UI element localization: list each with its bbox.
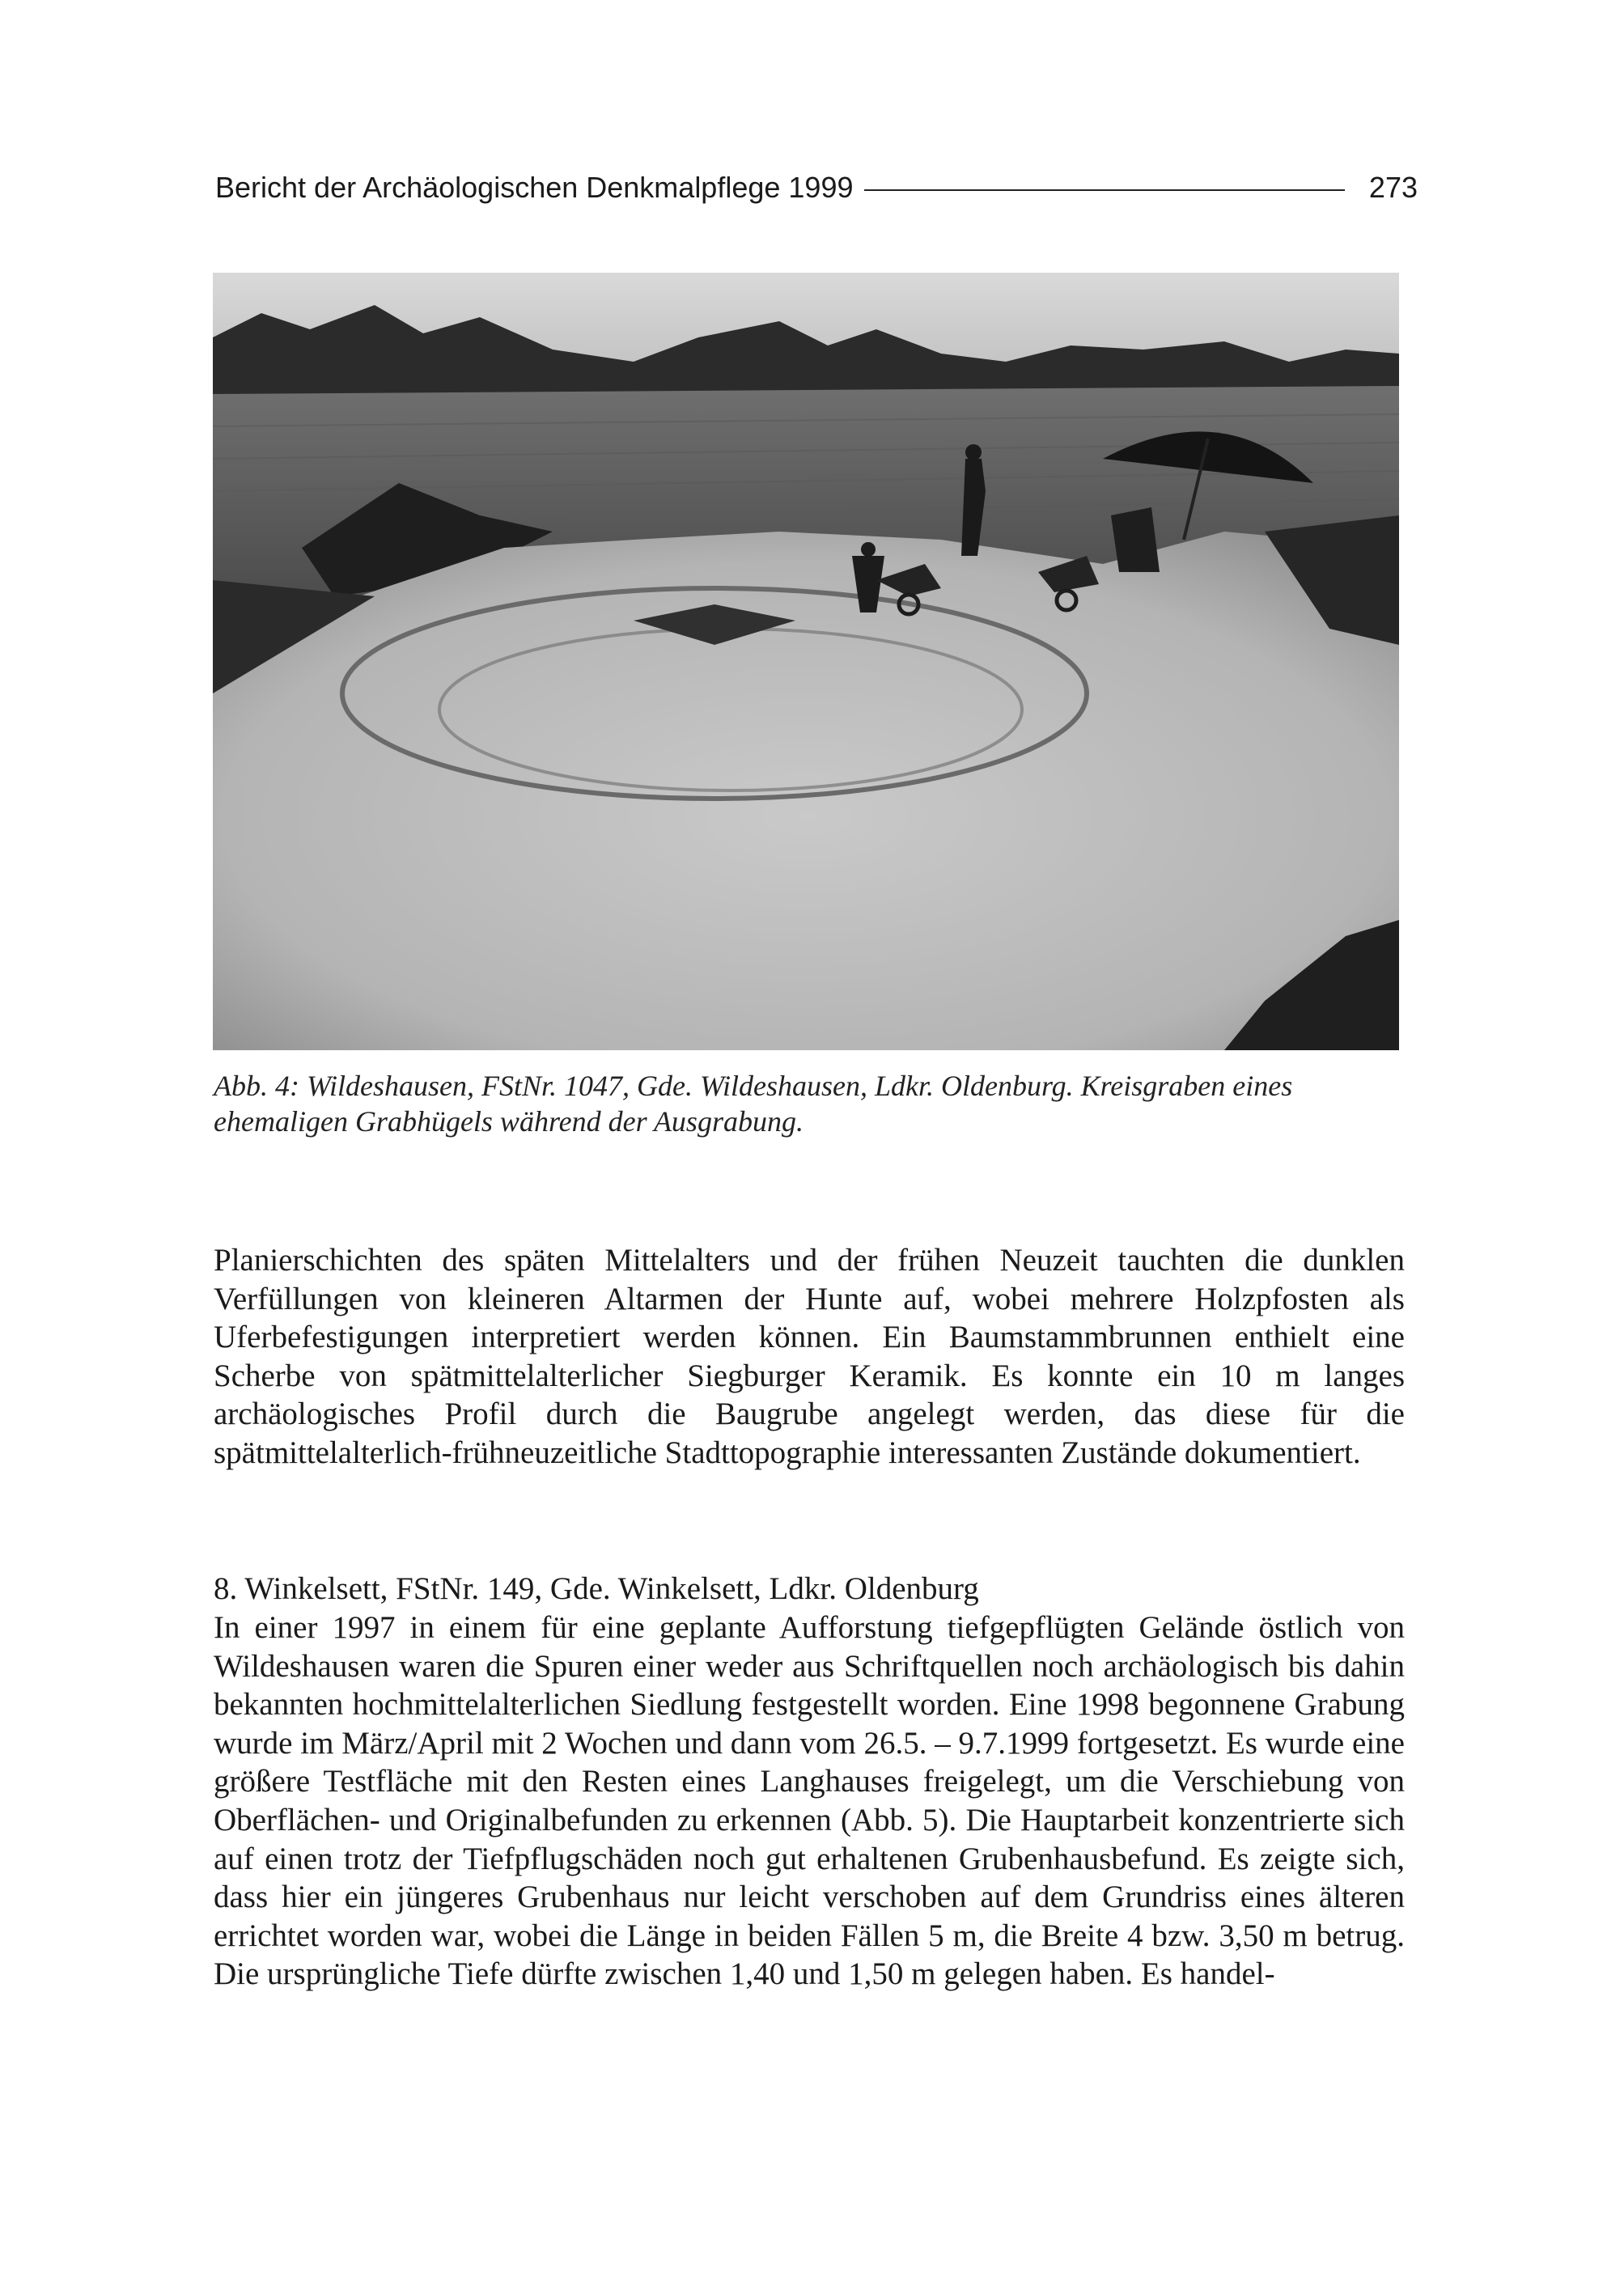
header-rule xyxy=(864,189,1344,191)
figure-caption: Abb. 4: Wildeshausen, FStNr. 1047, Gde. Wildeshausen, Ldkr. Oldenburg. Kreisgraben eines ehemaligen Grabhügels während der Ausgrabung. xyxy=(214,1070,1293,1138)
photo-illustration xyxy=(213,273,1399,1050)
paragraph-1-text: Planierschichten des späten Mittelalters und der frühen Neuzeit tauchten die dunklen Verfüllungen von kleineren Altarmen der Hunte auf, wobei mehrere Holzpfosten als Uferbefestigungen interpretiert werden können. Ein Baumstammbrunnen enthielt eine Scherbe von spätmittelalterlicher Siegburger Keramik. Es konnte ein 10 m langes archäologisches Profil durch die Baugrube angelegt werden, das diese für die spätmittelalterlich-frühneuzeitliche Stadttopographie interessanten Zustände dokumentiert. xyxy=(214,1243,1405,1470)
section-heading: 8. Winkelsett, FStNr. 149, Gde. Winkelsett, Ldkr. Oldenburg xyxy=(214,1571,979,1606)
page-number: 273 xyxy=(1368,171,1418,204)
excavation-photo xyxy=(213,273,1399,1050)
header-title: Bericht der Archäologischen Denkmalpflege 1999 xyxy=(215,171,854,204)
paragraph-2 xyxy=(214,1608,1405,1994)
paragraph-1 xyxy=(214,1241,1405,1473)
running-header xyxy=(215,165,1418,210)
paragraph-2-text: In einer 1997 in einem für eine geplante Aufforstung tiefgepflügten Gelände östlich von Wildeshausen waren die Spuren einer weder aus Schriftquellen noch archäologisch bis dahin bekannten hochmittelalterlichen Siedlung festgestellt worden. Eine 1998 begonnene Grabung wurde im März/April mit 2 Wochen und dann vom 26.5. – 9.7.1999 fortgesetzt. Es wurde eine größere Testfläche mit den Resten eines Langhauses freigelegt, um die Verschiebung von Oberflächen- und Originalbefunden zu erkennen (Abb. 5). Die Hauptarbeit konzentrierte sich auf einen trotz der Tiefpflugschäden noch gut erhaltenen Grubenhausbefund. Es zeigte sich, dass hier ein jüngeres Grubenhaus nur leicht verschoben auf dem Grundriss eines älteren errichtet worden war, wobei die Länge in beiden Fällen 5 m, die Breite 4 bzw. 3,50 m betrug. Die ursprüngliche Tiefe dürfte zwischen 1,40 und 1,50 m gelegen haben. Es handel- xyxy=(214,1610,1405,1992)
